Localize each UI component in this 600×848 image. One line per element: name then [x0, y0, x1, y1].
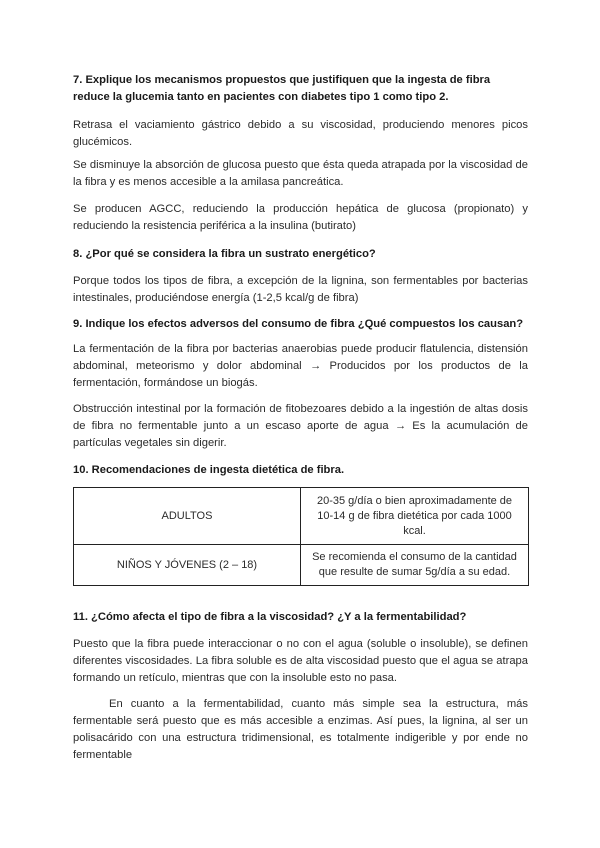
q7-paragraph-2: Se disminuye la absorción de glucosa puesto que ésta queda atrapada por la viscosidad de la fibra y es menos accesible a la amilasa pancreática.	[73, 159, 528, 188]
q11-paragraph-1: Puesto que la fibra puede interaccionar o no con el agua (soluble o insoluble), se definen diferentes viscosidades. La fibra soluble es de alta viscosidad puesto que el agua se atrapa formando un retículo, mientras que con la insoluble esto no pasa.	[73, 638, 528, 684]
q7-paragraph-1: Retrasa el vaciamiento gástrico debido a su viscosidad, produciendo menores picos glucémicos.	[73, 119, 528, 148]
question-7-title: 7. Explique los mecanismos propuestos que justifiquen que la ingesta de fibra reduce la glucemia tanto en pacientes con diabetes tipo 1 como tipo 2.	[73, 74, 491, 103]
table-row	[74, 488, 529, 545]
table-cell-group: ADULTOS	[74, 488, 301, 545]
fiber-recommendations-table	[73, 487, 529, 586]
q9-paragraph-2: Obstrucción intestinal por la formación de fitobezoares debido a la ingestión de altas dosis de fibra no fermentable junto a un escaso aporte de agua → Es la acumulación de partículas vegetales sin digerir.	[73, 403, 528, 449]
table-row	[74, 545, 529, 586]
table-cell-recommendation: 20-35 g/día o bien aproximadamente de 10-14 g de fibra dietética por cada 1000 kcal.	[301, 488, 529, 545]
table-cell-group: NIÑOS Y JÓVENES (2 – 18)	[74, 545, 301, 586]
q8-paragraph-1: Porque todos los tipos de fibra, a excepción de la lignina, son fermentables por bacterias intestinales, produciéndose energía (1-2,5 kcal/g de fibra)	[73, 275, 528, 304]
q11-paragraph-2: En cuanto a la fermentabilidad, cuanto más simple sea la estructura, más fermentable será puesto que es más accesible a enzimas. Así pues, la lignina, al ser un polisacárido con una estructura tridimensional, es totalmente indigerible y por ende no fermentable	[73, 698, 528, 761]
question-11-title: 11. ¿Cómo afecta el tipo de fibra a la viscosidad? ¿Y a la fermentabilidad?	[73, 611, 467, 623]
table-cell-recommendation: Se recomienda el consumo de la cantidad que resulte de sumar 5g/día a su edad.	[301, 545, 529, 586]
question-8-title: 8. ¿Por qué se considera la fibra un sustrato energético?	[73, 248, 376, 260]
question-9-title: 9. Indique los efectos adversos del consumo de fibra ¿Qué compuestos los causan?	[73, 318, 524, 330]
q9-paragraph-1: La fermentación de la fibra por bacterias anaerobias puede producir flatulencia, distensión abdominal, meteorismo y dolor abdominal → Producidos por los productos de la fermentación, formándose un biogás.	[73, 343, 528, 389]
q7-paragraph-3: Se producen AGCC, reduciendo la producción hepática de glucosa (propionato) y reduciendo la resistencia periférica a la insulina (butirato)	[73, 203, 528, 232]
question-10-title: 10. Recomendaciones de ingesta dietética de fibra.	[73, 464, 345, 476]
